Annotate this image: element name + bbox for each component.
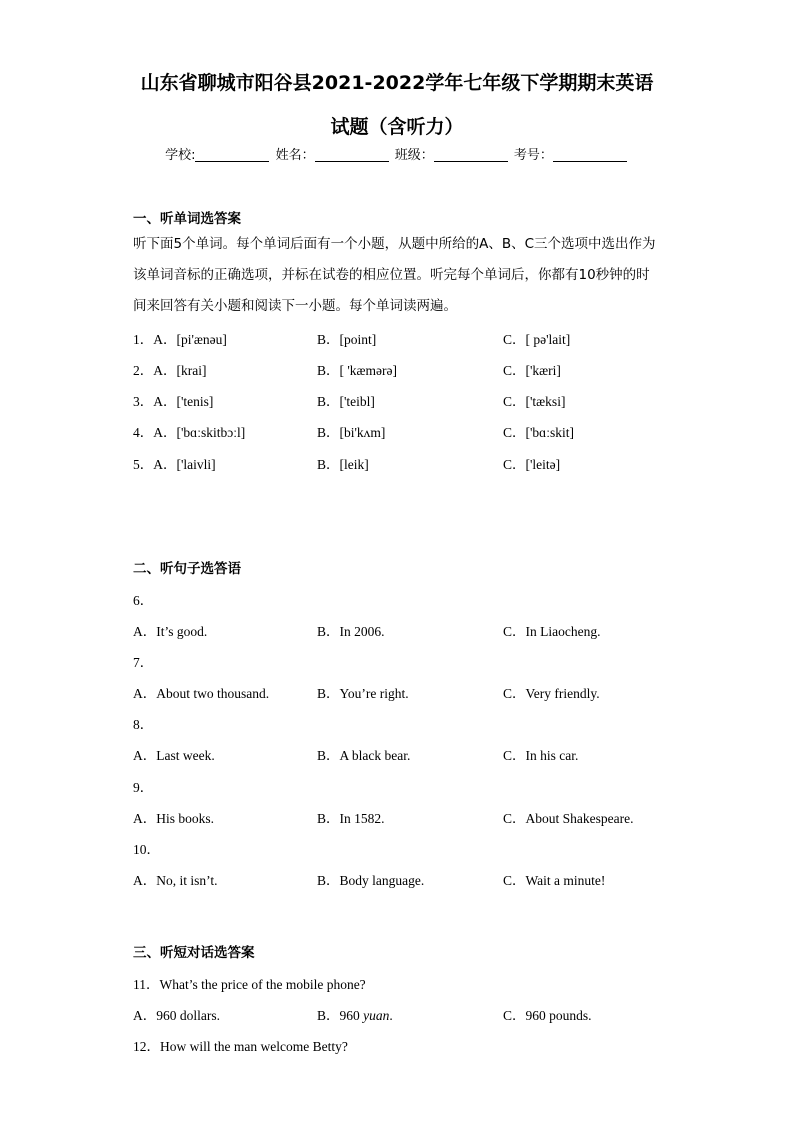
question-row [133,453,693,473]
question-row [133,421,693,441]
section-2-heading: 二、听句子选答语 [133,561,241,577]
option-b: B．[point] [317,332,377,347]
option-a: 5．A．['laivli] [133,457,216,472]
option-a: 4．A．['bɑːskitbɔːl] [133,425,246,440]
section-3-heading: 三、听短对话选答案 [133,945,255,961]
option-b: B．['teibl] [317,394,375,409]
question-row [133,744,693,764]
option-c: C．In his car. [503,748,579,763]
question-row [133,682,693,702]
question-row [133,390,693,410]
option-a: 3．A．['tenis] [133,394,214,409]
title-line-1: 山东省聊城市阳谷县2021-2022学年七年级下学期期末英语 [140,72,654,94]
option-a: 2．A．[krai] [133,363,207,378]
option-c: C．[ pə'lait] [503,332,571,347]
option-b: B．In 2006. [317,624,385,639]
question-row [133,1004,693,1024]
question-12-text: 12．How will the man welcome Betty? [133,1039,348,1054]
option-b: B．You’re right. [317,686,409,701]
option-a: A．No, it isn’t. [133,873,218,888]
question-row [133,869,693,889]
question-number: 10． [133,842,160,857]
option-c: C．['bɑːskit] [503,425,574,440]
option-a: A．About two thousand. [133,686,270,701]
class-blank[interactable] [434,147,508,162]
option-a: A．It’s good. [133,624,208,639]
question-row [133,807,693,827]
section-1-heading: 一、听单词选答案 [133,211,241,227]
option-c: C．Very friendly. [503,686,600,701]
option-b: B．A black bear. [317,748,411,763]
option-a: 1．A．[pi'ænəu] [133,332,227,347]
option-a: A．Last week. [133,748,215,763]
question-number: 8． [133,717,154,732]
question-row [133,328,693,348]
option-c: C．['kæri] [503,363,561,378]
option-c: C．Wait a minute! [503,873,606,888]
option-b: B．[leik] [317,457,369,472]
option-b-prefix: B．960 [317,1008,364,1023]
option-b-suffix: . [389,1008,393,1023]
option-c: C．['tæksi] [503,394,566,409]
title-line-2: 试题（含听力） [330,116,464,138]
question-number: 9． [133,780,154,795]
option-c: C．About Shakespeare. [503,811,634,826]
name-label: 姓名： [275,148,315,163]
question-row [133,359,693,379]
question-number: 7． [133,655,154,670]
option-b [317,1004,393,1024]
school-blank[interactable] [195,147,269,162]
question-row [133,620,693,640]
option-c: C．960 pounds. [503,1008,592,1023]
name-blank[interactable] [315,147,389,162]
exam-number-label: 考号： [513,148,553,163]
question-number: 6． [133,593,154,608]
option-b: B．[bi'kʌm] [317,425,386,440]
option-c: C．['leitə] [503,457,561,472]
exam-number-blank[interactable] [553,147,627,162]
student-info [0,144,794,163]
class-label: 班级： [394,148,434,163]
school-label: 学校: [165,148,196,163]
option-b-italic: yuan [363,1008,390,1023]
section-1-instructions: 听下面5个单词。每个单词后面有一个小题，从题中所给的A、B、C三个选项中选出作为该单词音标的正确选项，并标在试卷的相应位置。听完每个单词后，你都有10秒钟的时间来回答有关小题和阅读下一小题。每个单词读两遍。 [133,236,656,314]
option-b: B．Body language. [317,873,425,888]
question-11-text: 11．What’s the price of the mobile phone? [133,977,366,992]
option-c: C．In Liaocheng. [503,624,601,639]
option-a: A．960 dollars. [133,1008,220,1023]
option-b: B．In 1582. [317,811,385,826]
option-a: A．His books. [133,811,215,826]
option-b: B．[ 'kæmərə] [317,363,398,378]
